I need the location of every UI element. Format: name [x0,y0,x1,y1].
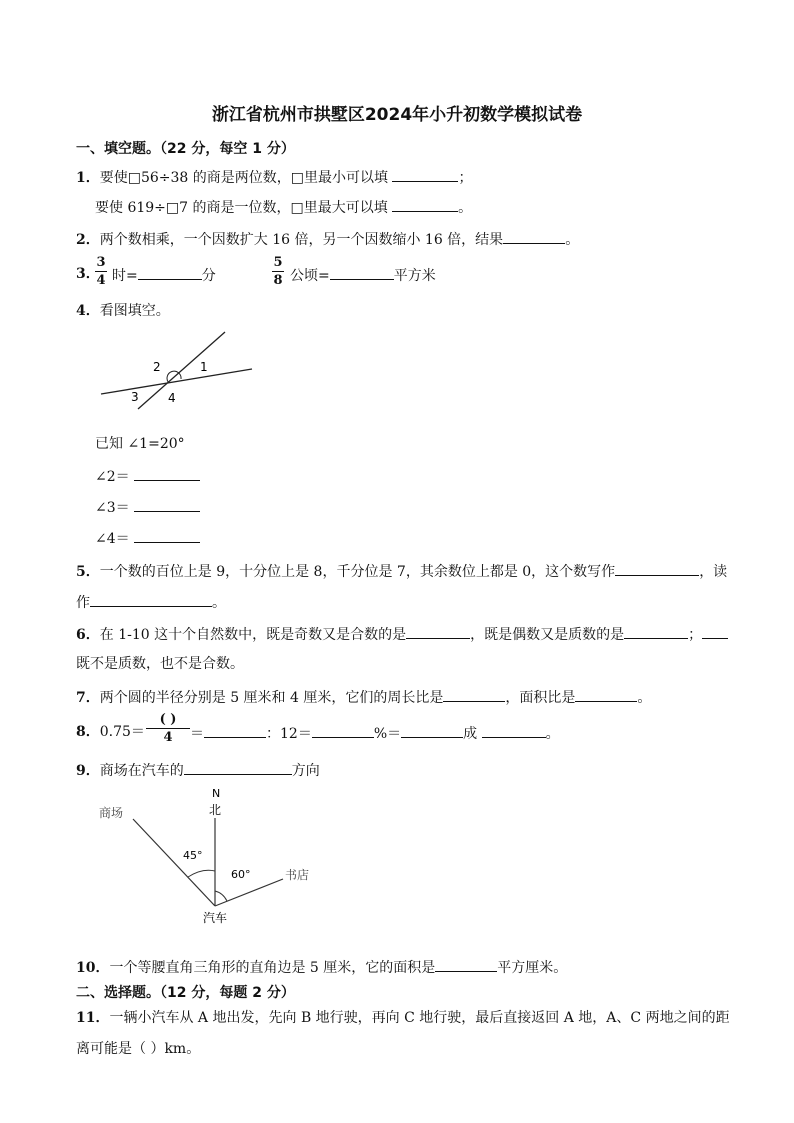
question-text: 两个数相乘，一个因数扩大 16 倍，另一个因数缩小 16 倍，结果 [99,232,504,248]
unit-label: 分 [201,268,216,284]
question-10 [76,957,567,977]
punctuation: ； [688,627,703,643]
question-text: 方向 [291,763,320,779]
question-text: 一个等腰直角三角形的直角边是 5 厘米，它的面积是 [109,960,436,976]
answer-blank[interactable] [138,265,202,280]
section-2-heading: 二、选择题。（12 分，每题 2 分） [76,985,295,1001]
fraction-denominator: 8 [273,273,283,288]
answer-blank[interactable] [624,624,688,639]
fraction-numerator: 3 [96,255,106,270]
angle-2-row [95,466,200,486]
punctuation: ； [458,170,473,186]
page-title: 浙江省杭州市拱墅区2024年小升初数学模拟试卷 [211,105,583,125]
question-text: 一辆小汽车从 A 地出发，先向 B 地行驶，再向 C 地行驶，最后直接返回 A 地，A、C 两地之间的距 [109,1010,730,1026]
answer-blank[interactable] [702,624,728,639]
answer-blank[interactable] [134,528,200,543]
fraction-denominator: 4 [163,730,173,745]
question-text: 成 [463,726,478,742]
angle-label-1: 1 [200,360,208,374]
question-text: 作 [76,595,90,611]
question-number: 6． [76,627,100,643]
answer-blank[interactable] [392,197,458,212]
question-6 [76,624,728,644]
q3-part-1 [112,265,216,285]
direction-figure [95,783,320,928]
angle-label-2: 2 [153,360,161,374]
punctuation: 。 [565,232,580,248]
angle-arc-60 [215,891,227,901]
question-8 [76,723,145,741]
question-2 [76,229,579,249]
answer-blank[interactable] [615,561,699,576]
question-text: ∠3＝ [95,500,130,516]
punctuation: 。 [637,690,652,706]
question-6-line-2: 既不是质数，也不是合数。 [76,656,244,672]
question-1-part-b [95,197,472,217]
line-horizontal [101,369,252,394]
north-letter: N [212,787,221,800]
line-diagonal [138,332,225,409]
question-text: 公顷= [290,268,330,284]
fraction-numerator: ( ) [159,712,177,727]
answer-blank[interactable] [503,229,565,244]
fraction-three-quarters [95,255,107,288]
question-7 [76,687,651,707]
question-4 [76,302,170,320]
question-text: 商场在汽车的 [99,763,184,779]
answer-blank[interactable] [443,687,505,702]
question-number: 10． [76,960,110,976]
question-number: 2． [76,232,100,248]
question-number: 3． [76,266,100,282]
q3-part-2 [290,265,436,285]
angle-arc-45 [188,870,215,877]
question-text: 在 1-10 这十个自然数中，既是奇数又是合数的是 [99,627,407,643]
question-text: 时= [112,268,138,284]
punctuation: 。 [545,726,560,742]
bookstore-label: 书店 [285,868,310,882]
answer-blank[interactable] [401,723,463,738]
intersecting-lines-figure [95,325,260,410]
answer-blank[interactable] [184,760,292,775]
fraction-numerator: 5 [273,255,283,270]
question-number: 9． [76,763,100,779]
question-text: 一个数的百位上是 9，十分位上是 8，千分位是 7，其余数位上都是 0，这个数写作 [99,564,616,580]
answer-blank[interactable] [482,723,546,738]
question-text: 要使 619÷□7 的商是一位数，□里最大可以填 [95,200,388,216]
punctuation: 。 [212,595,226,611]
question-number: 11． [76,1010,110,1026]
question-number: 5． [76,564,100,580]
question-text: ＝ [190,726,204,742]
angle-60-label: 60° [231,868,251,881]
question-9 [76,760,320,780]
answer-blank[interactable] [90,592,212,607]
question-text: ，既是偶数又是质数的是 [470,627,625,643]
angle-label-4: 4 [168,391,176,405]
angle-45-label: 45° [183,849,203,862]
question-number: 7． [76,690,100,706]
fraction-denominator: 4 [96,273,106,288]
punctuation: 。 [458,200,473,216]
fraction-blank-over-4 [146,712,190,745]
question-text: ∠4＝ [95,531,130,547]
question-text: ∠2＝ [95,469,130,485]
question-text: 要使□56÷38 的商是两位数，□里最小可以填 [99,170,389,186]
mall-label: 商场 [99,806,124,820]
line-to-mall [133,819,215,906]
section-1-heading: 一、填空题。（22 分，每空 1 分） [76,141,295,157]
question-text: 看图填空。 [99,303,170,319]
question-1 [76,167,472,187]
question-number: 4． [76,303,100,319]
question-text: 平方厘米。 [497,960,568,976]
question-5-line-2 [76,592,226,612]
question-5 [76,561,727,581]
answer-blank[interactable] [330,265,394,280]
car-label: 汽车 [203,911,228,925]
question-text: 0.75＝ [99,724,145,740]
answer-blank[interactable] [575,687,637,702]
angle-4-row [95,528,200,548]
question-11 [76,1009,730,1027]
angle-3-row [95,497,200,517]
question-text: ，读 [699,564,728,580]
answer-blank[interactable] [406,624,470,639]
question-text: 两个圆的半径分别是 5 厘米和 4 厘米，它们的周长比是 [99,690,444,706]
question-number: 1． [76,170,100,186]
answer-blank[interactable] [134,497,200,512]
answer-blank[interactable] [312,723,374,738]
fraction-five-eighths [272,255,284,288]
answer-blank[interactable] [392,167,458,182]
known-angle: 已知 ∠1=20° [95,436,185,452]
question-11-line-2: 离可能是（ ）km。 [76,1041,201,1057]
answer-blank[interactable] [435,957,497,972]
line-to-store [215,879,283,906]
north-label: 北 [209,803,222,817]
unit-label: 平方米 [393,268,436,284]
question-text: %＝ [373,726,402,742]
question-8-rest [190,723,560,743]
answer-blank[interactable] [204,723,266,738]
question-number: 8． [76,724,100,740]
question-text: ：12＝ [266,726,312,742]
question-text: ，面积比是 [505,690,576,706]
angle-label-3: 3 [131,390,139,404]
answer-blank[interactable] [134,466,200,481]
